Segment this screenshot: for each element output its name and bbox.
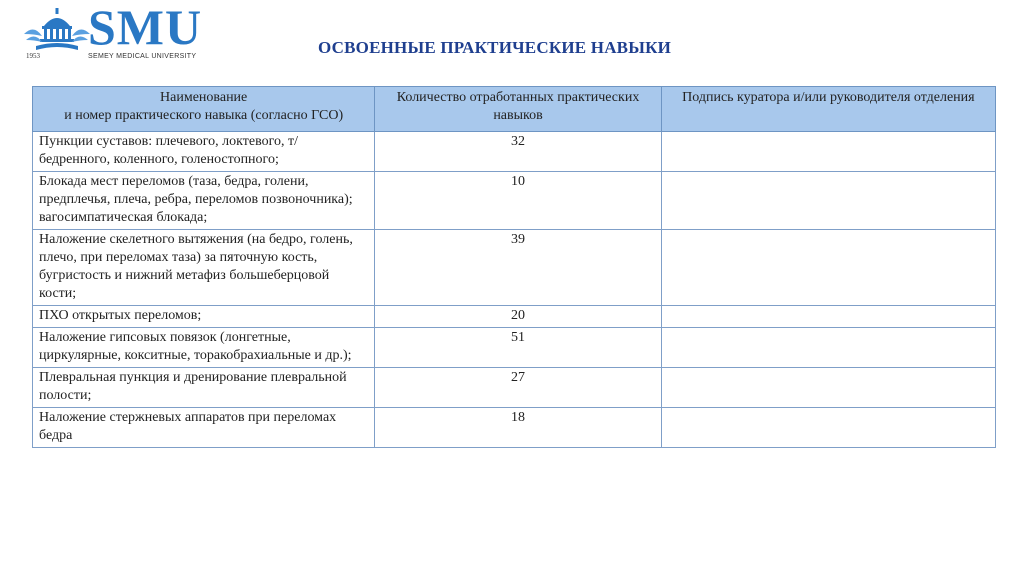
table-row xyxy=(33,368,996,408)
count-cell: 20 xyxy=(375,306,661,328)
skill-cell: Плевральная пункция и дренирование плевральной полости; xyxy=(33,368,375,408)
header-text: и номер практического навыка (согласно ГСО) xyxy=(64,108,344,123)
skill-cell: ПХО открытых переломов; xyxy=(33,306,375,328)
logo-subtitle: SEMEY MEDICAL UNIVERSITY xyxy=(88,53,197,60)
header-text: Наименование xyxy=(160,90,248,105)
signature-cell xyxy=(661,172,995,230)
table-row xyxy=(33,328,996,368)
count-cell: 39 xyxy=(375,230,661,306)
count-cell: 18 xyxy=(375,408,661,448)
count-cell: 10 xyxy=(375,172,661,230)
skill-cell: Наложение скелетного вытяжения (на бедро, голень, плечо, при переломах таза) за пяточную кость, бугристость и нижний метафиз большеберцовой кости; xyxy=(33,230,375,306)
signature-cell xyxy=(661,328,995,368)
signature-cell xyxy=(661,368,995,408)
count-cell: 32 xyxy=(375,132,661,172)
table-header-row xyxy=(33,87,996,132)
count-cell: 51 xyxy=(375,328,661,368)
skill-cell: Наложение гипсовых повязок (лонгетные, циркулярные, кокситные, торакобрахиальные и др.); xyxy=(33,328,375,368)
table-row xyxy=(33,230,996,306)
skills-table xyxy=(32,86,996,448)
table-row xyxy=(33,172,996,230)
table-row xyxy=(33,408,996,448)
table-row xyxy=(33,132,996,172)
smu-logo xyxy=(22,2,232,64)
skill-cell: Блокада мест переломов (таза, бедра, голени, предплечья, плеча, ребра, переломов позвоночника); вагосимпатическая блокада; xyxy=(33,172,375,230)
header-signature xyxy=(661,87,995,132)
page-title: ОСВОЕННЫЕ ПРАКТИЧЕСКИЕ НАВЫКИ xyxy=(318,38,672,57)
signature-cell xyxy=(661,306,995,328)
signature-cell xyxy=(661,132,995,172)
university-emblem-icon xyxy=(22,4,92,56)
logo-year: 1953 xyxy=(26,52,40,60)
header-skill-name xyxy=(33,87,375,132)
skill-cell: Пункции суставов: плечевого, локтевого, т/бедренного, коленного, голеностопного; xyxy=(33,132,375,172)
table-row xyxy=(33,306,996,328)
logo-wordmark: SMU xyxy=(88,0,203,55)
header-count xyxy=(375,87,661,132)
header-text: Подпись куратора и/или руководителя отделения xyxy=(682,90,975,105)
signature-cell xyxy=(661,408,995,448)
count-cell: 27 xyxy=(375,368,661,408)
signature-cell xyxy=(661,230,995,306)
header-text: Количество отработанных практических навыков xyxy=(396,90,640,123)
skill-cell: Наложение стержневых аппаратов при переломах бедра xyxy=(33,408,375,448)
